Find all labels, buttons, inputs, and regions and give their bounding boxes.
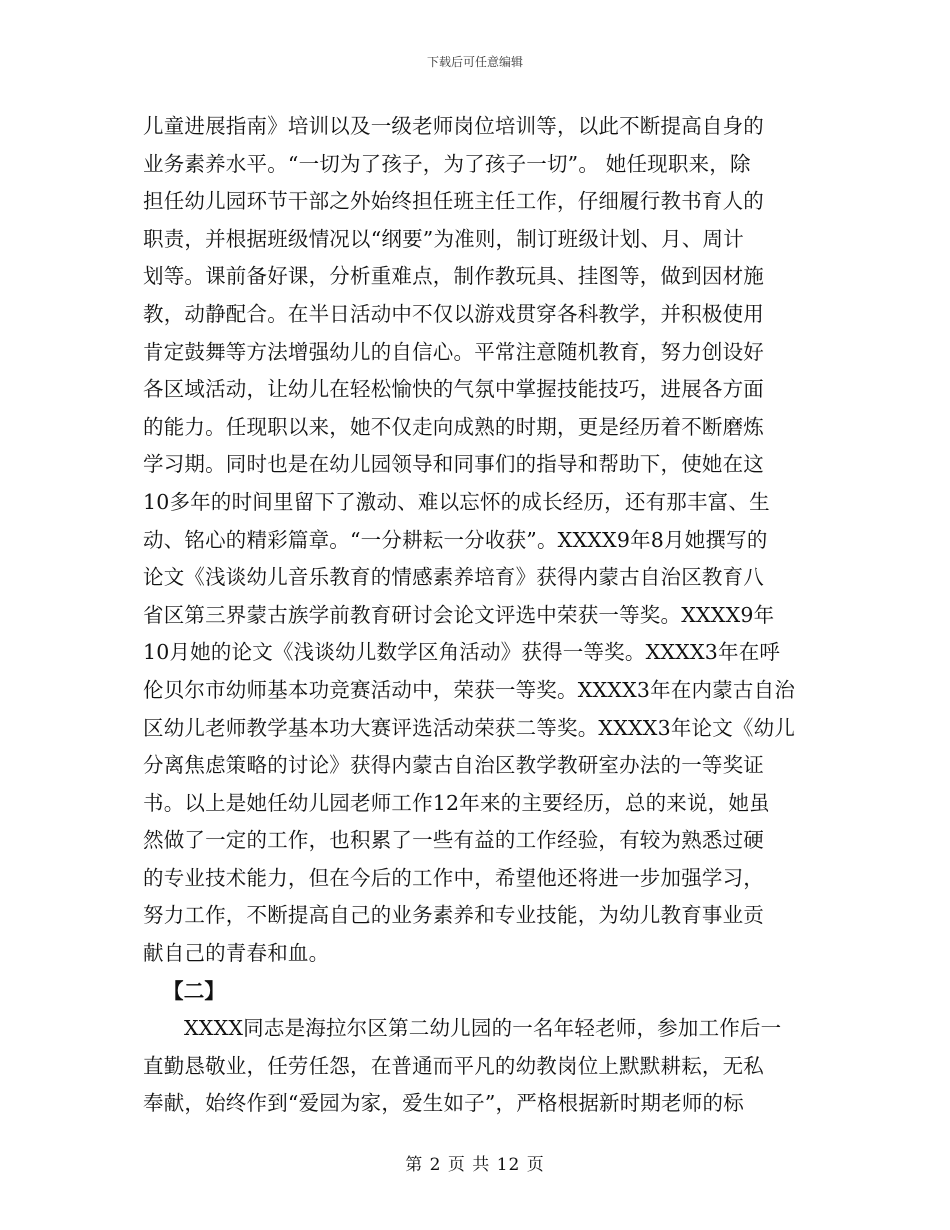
text-line: 划等。课前备好课，分析重难点，制作教玩具、挂图等，做到因材施 (143, 264, 764, 289)
text-line: 教，动静配合。在半日活动中不仅以游戏贯穿各科教学，并积极使用 (143, 301, 764, 326)
text-line: 书。以上是她任幼儿园老师工作12年来的主要经历，总的来说，她虽 (143, 790, 770, 815)
text-line: 儿童进展指南》培训以及一级老师岗位培训等，以此不断提高自身的 (143, 114, 764, 138)
text-line: 直勤恳敬业，任劳任怨，在普通而平凡的幼教岗位上默默耕耘，无私 (143, 1053, 764, 1078)
document-body (143, 108, 813, 1123)
text-line: 职责，并根据班级情况以“纲要”为准则，制订班级计划、月、周计 (143, 226, 744, 251)
text-line: 动、铭心的精彩篇章。“一分耕耘一分收获”。XXXX9年8月她撰写的 (143, 527, 768, 552)
text-line: 的能力。任现职以来，她不仅走向成熟的时期，更是经历着不断磨炼 (143, 414, 764, 439)
page-number-footer: 第 2 页 共 12 页 (405, 1155, 545, 1175)
text-line: 然做了一定的工作，也积累了一些有益的工作经验，有较为熟悉过硬 (143, 828, 764, 853)
text-line: 担任幼儿园环节干部之外始终担任班主任工作，仔细履行教书育人的 (143, 189, 764, 214)
text-line: 业务素养水平。“一切为了孩子，为了孩子一切”。 她任现职来，除 (143, 151, 751, 176)
text-line: 分离焦虑策略的讨论》获得内蒙古自治区教学教研室办法的一等奖证 (143, 753, 764, 778)
text-line: 奉献，始终作到“爱园为家，爱生如子”，严格根据新时期老师的标 (143, 1091, 744, 1116)
text-line: 各区域活动，让幼儿在轻松愉快的气氛中掌握技能技巧，进展各方面 (143, 377, 764, 402)
text-line: 献自己的青春和血。 (143, 941, 330, 966)
paragraph-first-line: XXXX同志是海拉尔区第二幼儿园的一名年轻老师，参加工作后一 (184, 1016, 782, 1041)
text-line: 伦贝尔市幼师基本功竞赛活动中，荣获一等奖。XXXX3年在内蒙古自治 (143, 677, 796, 702)
page-header: 下载后可任意编辑 (426, 55, 523, 69)
text-line: 10多年的时间里留下了激动、难以忘怀的成长经历，还有那丰富、生 (143, 489, 770, 514)
text-line: 论文《浅谈幼儿音乐教育的情感素养培育》获得内蒙古自治区教育八 (143, 565, 764, 590)
text-line: 10月她的论文《浅谈幼儿数学区角活动》获得一等奖。XXXX3年在呼 (143, 640, 781, 665)
text-line: 肯定鼓舞等方法增强幼儿的自信心。平常注意随机教育，努力创设好 (143, 339, 764, 364)
text-line: 的专业技术能力，但在今后的工作中，希望他还将进一步加强学习， (143, 865, 764, 890)
text-line: 省区第三界蒙古族学前教育研讨会论文评选中荣获一等奖。XXXX9年 (143, 602, 775, 627)
section-heading: 【二】 (163, 978, 226, 1003)
text-line: 区幼儿老师教学基本功大赛评选活动荣获二等奖。XXXX3年论文《幼儿 (143, 715, 796, 740)
text-line: 学习期。同时也是在幼儿园领导和同事们的指导和帮助下，使她在这 (143, 452, 764, 477)
text-line: 努力工作，不断提高自己的业务素养和专业技能，为幼儿教育事业贡 (143, 903, 764, 928)
